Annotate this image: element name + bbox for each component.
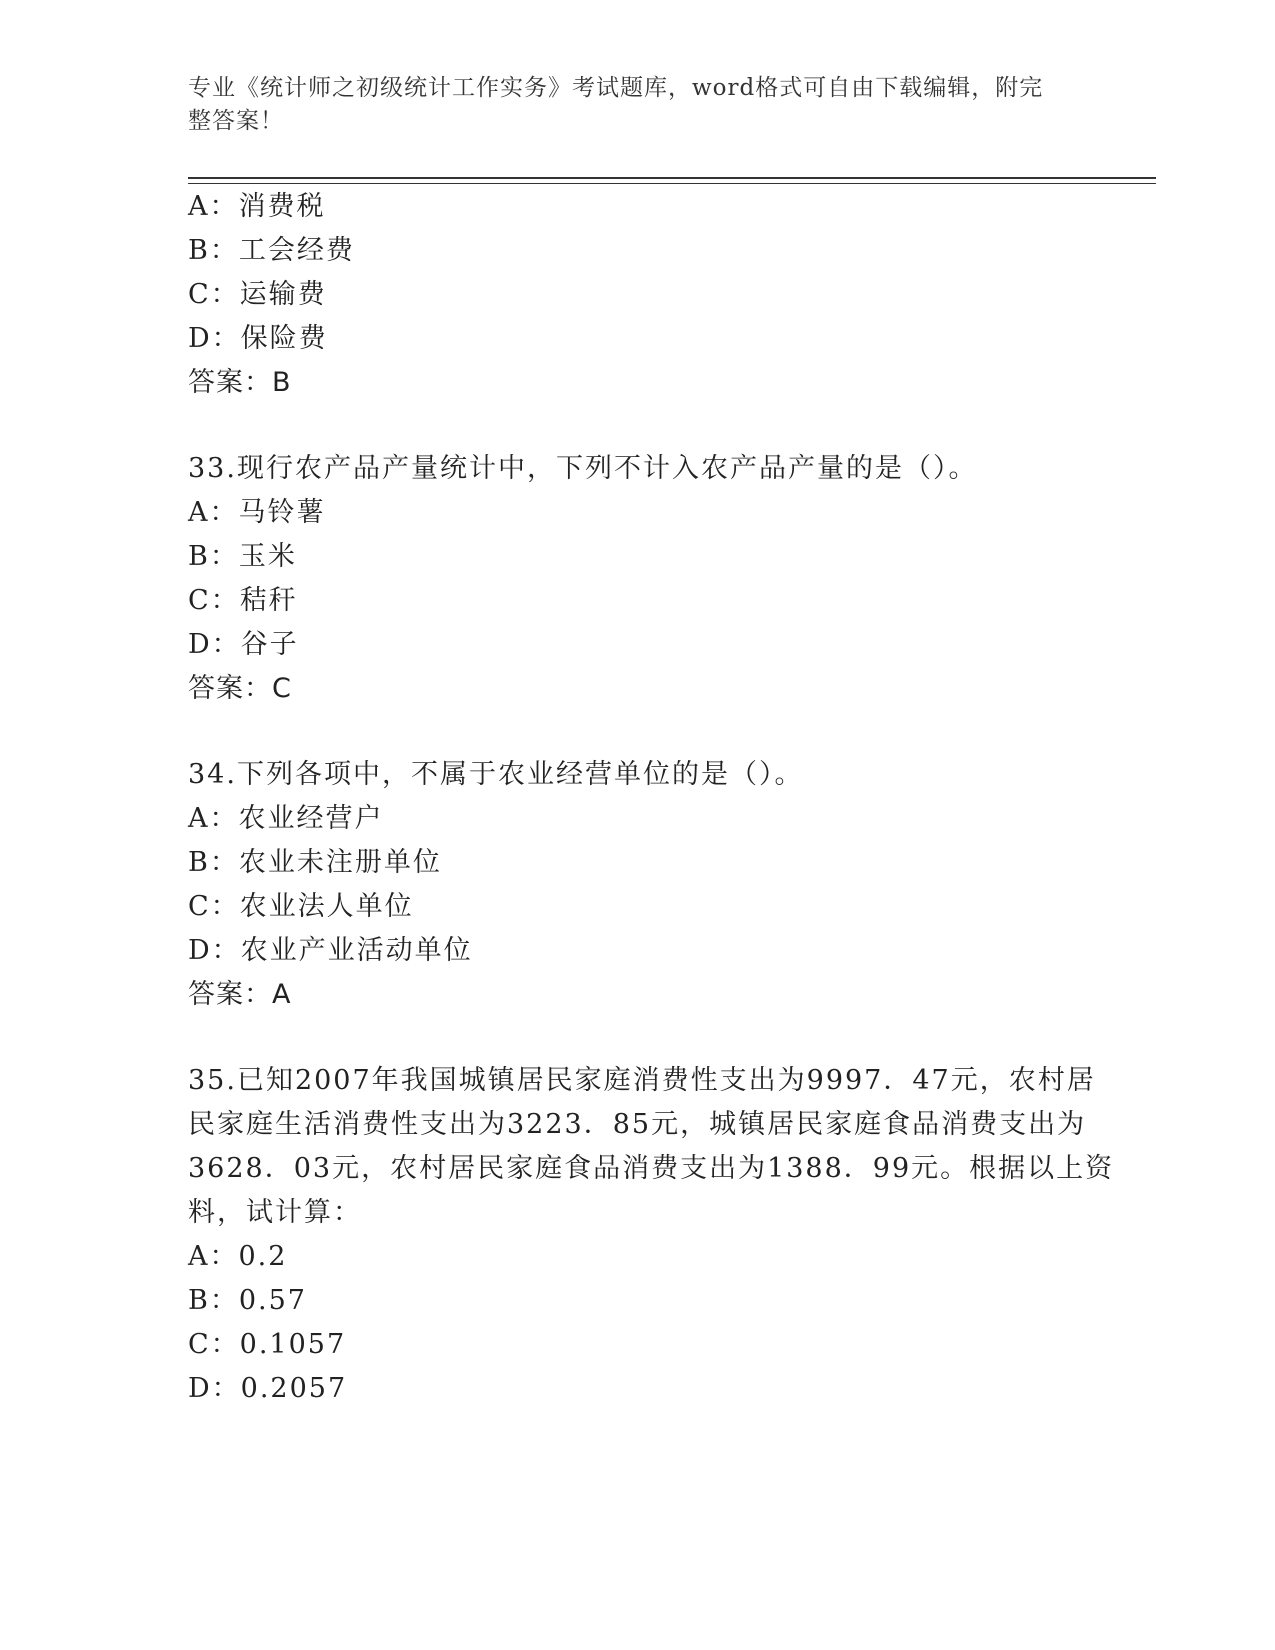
header-line-2: 整答案！ (188, 108, 284, 134)
q35-option-b: B：0.57 (188, 1285, 307, 1316)
q34-question: 34.下列各项中，不属于农业经营单位的是（）。 (188, 759, 804, 790)
q33-option-d: D：谷子 (188, 629, 299, 660)
q33-option-c: C：秸秆 (188, 585, 298, 616)
q35-option-c: C：0.1057 (188, 1329, 347, 1360)
q34-answer: 答案：A (188, 979, 292, 1010)
q34-option-a: A：农业经营户 (188, 803, 384, 834)
q35-option-d: D：0.2057 (188, 1373, 348, 1404)
header-line-1: 专业《统计师之初级统计工作实务》考试题库，word格式可自由下载编辑，附完 (188, 75, 1044, 101)
q32-option-a: A：消费税 (188, 191, 326, 222)
header-rule-thick (188, 177, 1156, 179)
q33-option-b: B：玉米 (188, 541, 297, 572)
q32-option-b: B：工会经费 (188, 235, 355, 266)
q34-option-c: C：农业法人单位 (188, 891, 414, 922)
q33-answer: 答案：C (188, 673, 292, 704)
header-rule-thin (188, 183, 1156, 184)
q34-option-d: D：农业产业活动单位 (188, 935, 473, 966)
q35-question-line-2: 民家庭生活消费性支出为3223．85元，城镇居民家庭食品消费支出为 (188, 1109, 1087, 1140)
q32-option-c: C：运输费 (188, 279, 327, 310)
q33-option-a: A：马铃薯 (188, 497, 326, 528)
q35-question-line-4: 料，试计算： (188, 1197, 362, 1228)
document-header (188, 72, 1088, 138)
q35-question-line-1: 35.已知2007年我国城镇居民家庭消费性支出为9997．47元，农村居 (188, 1065, 1096, 1096)
q32-answer: 答案：B (188, 367, 292, 398)
q35-question-line-3: 3628．03元，农村居民家庭食品消费支出为1388．99元。根据以上资 (188, 1153, 1115, 1184)
q34-option-b: B：农业未注册单位 (188, 847, 442, 878)
q33-question: 33.现行农产品产量统计中，下列不计入农产品产量的是（）。 (188, 453, 978, 484)
q32-option-d: D：保险费 (188, 323, 328, 354)
q35-option-a: A：0.2 (188, 1241, 288, 1272)
